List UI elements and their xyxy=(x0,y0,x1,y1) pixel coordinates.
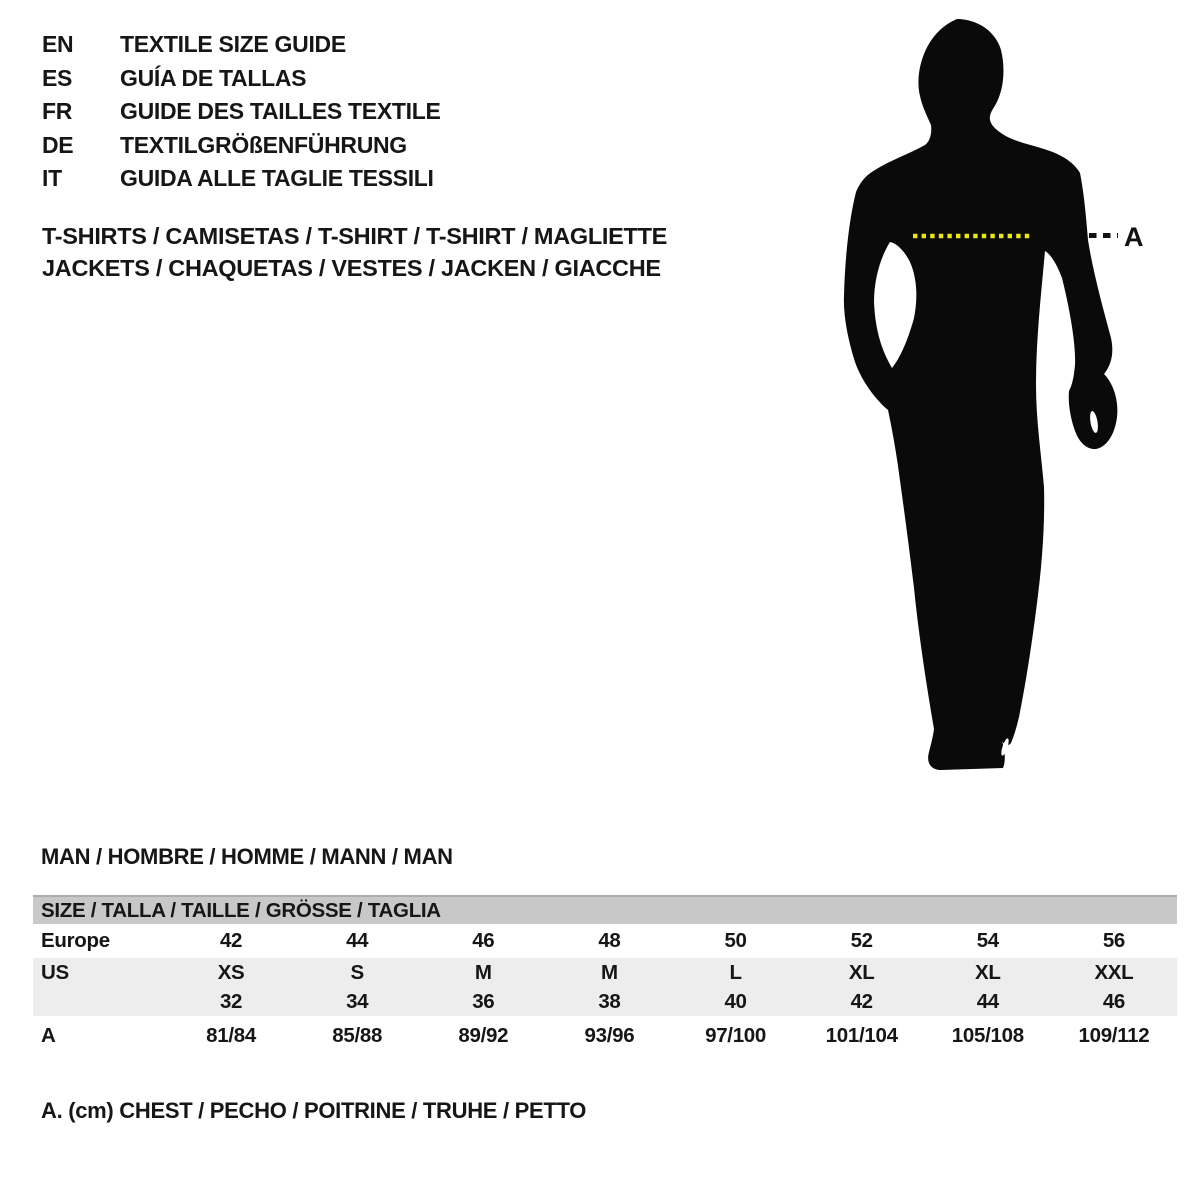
silhouette-body xyxy=(844,19,1118,770)
category-line-tshirts: T-SHIRTS / CAMISETAS / T-SHIRT / T-SHIRT / MAGLIETTE xyxy=(42,223,667,249)
row-label: US xyxy=(41,960,69,984)
size-cell: 56 xyxy=(1102,929,1126,952)
row-label: Europe xyxy=(41,929,110,952)
size-cell: 52 xyxy=(850,929,873,952)
size-cell: 54 xyxy=(976,929,999,952)
man-silhouette xyxy=(835,12,1145,780)
table-row-chest-a xyxy=(33,1016,1177,1055)
size-cell: 40 xyxy=(724,989,747,1013)
size-cell: 42 xyxy=(219,929,243,952)
size-cell: 105/108 xyxy=(951,1023,1024,1047)
language-row xyxy=(42,62,441,96)
size-cell: 50 xyxy=(724,929,747,952)
language-code: IT xyxy=(42,165,62,192)
section-title: MAN / HOMBRE / HOMME / MANN / MAN xyxy=(41,844,453,869)
size-cell: 101/104 xyxy=(825,1023,898,1047)
size-cell: 44 xyxy=(976,989,999,1013)
size-cell: M xyxy=(601,960,618,984)
language-code: FR xyxy=(42,98,73,125)
language-list xyxy=(42,28,441,196)
language-title: GUIDE DES TAILLES TEXTILE xyxy=(120,98,441,125)
measurement-footnote: A. (cm) CHEST / PECHO / POITRINE / TRUHE / PETTO xyxy=(41,1098,587,1123)
size-cell: 36 xyxy=(472,989,495,1013)
size-cell: 81/84 xyxy=(206,1023,256,1047)
language-row xyxy=(42,95,441,129)
language-title: TEXTILE SIZE GUIDE xyxy=(120,31,346,58)
size-cell: S xyxy=(350,960,364,984)
row-label: A xyxy=(41,1023,56,1047)
size-cell: 34 xyxy=(346,989,369,1013)
table-row-numeric xyxy=(33,987,1177,1016)
size-cell: XL xyxy=(975,960,1001,984)
size-cell: 38 xyxy=(598,989,621,1013)
size-cell: 97/100 xyxy=(705,1023,767,1047)
size-cell: L xyxy=(729,960,742,984)
size-cell: 48 xyxy=(598,929,621,952)
size-cell: 32 xyxy=(219,989,243,1013)
size-cell: 44 xyxy=(346,929,369,952)
size-cell: 85/88 xyxy=(332,1023,383,1047)
category-line-jackets: JACKETS / CHAQUETAS / VESTES / JACKEN / GIACCHE xyxy=(42,254,661,281)
size-cell: 109/112 xyxy=(1078,1023,1150,1047)
language-row xyxy=(42,162,441,196)
table-header: SIZE / TALLA / TAILLE / GRÖSSE / TAGLIA xyxy=(33,895,1177,924)
size-cell: 89/92 xyxy=(458,1023,509,1047)
size-cell: 46 xyxy=(472,929,495,952)
language-code: EN xyxy=(42,31,74,58)
size-cell: 93/96 xyxy=(584,1023,635,1047)
size-table xyxy=(33,895,1177,1055)
size-cell: M xyxy=(474,960,492,984)
language-title: GUÍA DE TALLAS xyxy=(120,64,307,91)
language-code: DE xyxy=(42,131,74,158)
size-cell: 42 xyxy=(850,989,873,1013)
language-code: ES xyxy=(42,64,73,91)
language-row xyxy=(42,28,441,62)
category-lines xyxy=(42,221,667,284)
size-cell: XS xyxy=(217,960,245,984)
size-cell: 46 xyxy=(1102,989,1126,1013)
language-row xyxy=(42,129,441,163)
size-cell: XXL xyxy=(1094,960,1134,984)
language-title: TEXTILGRÖßENFÜHRUNG xyxy=(120,131,407,158)
size-cell: XL xyxy=(848,960,875,984)
table-row-europe xyxy=(33,924,1177,958)
table-row-us xyxy=(33,958,1177,987)
measure-label-a: A xyxy=(1124,222,1144,252)
language-title: GUIDA ALLE TAGLIE TESSILI xyxy=(120,165,434,192)
